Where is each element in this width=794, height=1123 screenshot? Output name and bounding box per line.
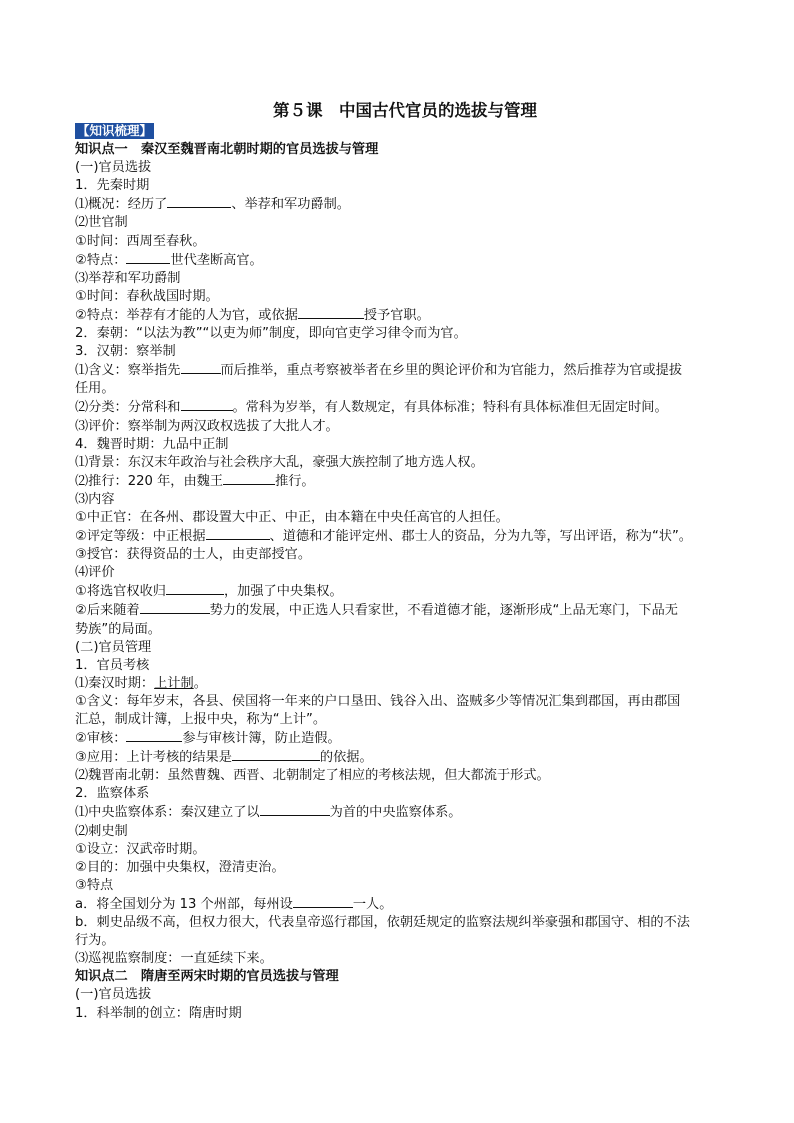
fill-blank [167,195,231,208]
fill-blank [260,803,330,816]
text-line [75,711,725,729]
text-line [75,950,725,968]
line-text: 知识点二 隋唐至两宋时期的官员选拔与管理 [75,969,339,985]
text-line [75,601,725,620]
fill-blank [166,582,224,595]
line-text-continued: 势力的发展，中正选人只看家世，不看道德才能，逐渐形成“上品无寒门，下品无 [209,603,678,619]
line-text: 行为。 [75,933,115,949]
text-line [75,361,725,380]
text-line [75,159,725,177]
fill-blank [126,729,182,742]
text-line [75,270,725,288]
line-text-continued: 。常科为岁举，有人数规定，有具体标准；特科有具体标准但无固定时间。 [232,400,668,416]
text-line [75,509,725,527]
line-text: 2．秦朝：“以法为教”“以吏为师”制度，即向官吏学习律令而为官。 [75,326,467,342]
text-line [75,436,725,454]
line-text: ⑴中央监察体系：秦汉建立了以 [75,805,260,821]
line-text: ②后来随着 [75,603,140,619]
text-line [75,675,725,693]
text-line [75,803,725,822]
line-text: 知识点一 秦汉至魏晋南北朝时期的官员选拔与管理 [75,142,379,158]
line-text: ①设立：汉武帝时期。 [75,841,206,857]
line-text: ⑴背景：东汉末年政治与社会秩序大乱，豪强大族控制了地方选人权。 [75,454,484,470]
text-line [75,693,725,711]
text-line [75,343,725,361]
text-line [75,748,725,767]
text-line [75,527,725,546]
line-text: 1．官员考核 [75,657,150,673]
text-line [75,639,725,657]
section-tag: 【知识梳理】 [77,123,153,138]
page-title: 第５课 中国古代官员的选拔与管理 [273,101,537,120]
text-line [75,1005,725,1023]
text-line [75,729,725,748]
line-text-continued: 。 [193,675,207,691]
line-text-continued: 推行。 [275,473,315,489]
fill-blank [181,398,233,411]
text-line [75,914,725,932]
line-text: 3．汉朝：察举制 [75,344,176,360]
section-tag-row [75,123,725,141]
text-line [75,177,725,195]
line-text: a．将全国划分为 13 个州部，每州设 [75,896,293,912]
line-text: (一)官员选拔 [75,987,152,1003]
line-text: ⑵刺史制 [75,823,128,839]
line-text: ⑴概况：经历了 [75,197,168,213]
knowledge-point-heading [75,141,725,159]
text-line [75,398,725,417]
text-line [75,582,725,601]
fill-blank [298,306,364,319]
document-content [75,99,725,1023]
line-text-continued: 为首的中央监察体系。 [329,805,462,821]
line-text: ⑶举荐和军功爵制 [75,270,181,286]
text-line [75,841,725,859]
text-line [75,767,725,785]
text-line [75,233,725,251]
line-text: 1．先秦时期 [75,178,150,194]
text-line [75,895,725,914]
line-text: (二)官员管理 [75,639,152,655]
line-text-continued: 一人。 [352,896,393,912]
text-line [75,306,725,325]
line-text: ③授官：获得资品的士人，由吏部授官。 [75,547,312,563]
line-text: ②审核： [75,731,127,747]
text-line [75,859,725,877]
line-text: 1．科举制的创立：隋唐时期 [75,1005,242,1021]
line-text: ②目的：加强中央集权，澄清吏治。 [75,859,285,875]
line-text-continued: 、举荐和军功爵制。 [231,197,350,213]
line-text-continued: 的依据。 [319,750,373,766]
line-text: 4．魏晋时期：九品中正制 [75,436,229,452]
line-text: ⑵分类：分常科和 [75,400,181,416]
line-text: ①时间：西周至春秋。 [75,233,206,249]
line-text: ⑶内容 [75,491,115,507]
line-text: ⑴含义：察举指先 [75,363,181,379]
line-text: 势族”的局面。 [75,621,161,637]
text-line [75,823,725,841]
text-line [75,564,725,582]
line-text: ⑶评价：察举制为两汉政权选拔了大批人才。 [75,418,339,434]
line-text-continued: ，加强了中央集权。 [223,584,343,600]
text-line [75,472,725,491]
line-text-continued: 授予官职。 [363,307,430,323]
text-line [75,877,725,895]
fill-blank [206,527,270,540]
fill-blank [223,472,275,485]
text-line [75,418,725,436]
line-text: ①时间：春秋战国时期。 [75,288,219,304]
line-text: ⑴秦汉时期： [75,675,155,691]
text-line [75,251,725,270]
text-line [75,546,725,564]
knowledge-point-heading [75,968,725,986]
text-line [75,785,725,803]
text-line [75,986,725,1004]
fill-blank [126,251,170,264]
text-line [75,195,725,214]
fill-blank [140,601,210,614]
text-line [75,214,725,232]
text-line [75,657,725,675]
line-text: ⑶巡视监察制度：一直延续下来。 [75,951,273,967]
line-text: ②评定等级：中正根据 [75,529,206,545]
line-text-continued: 、道德和才能评定州、郡士人的资品，分为九等，写出评语，称为“状”。 [269,529,692,545]
line-text-continued: 世代垄断高官。 [170,252,263,268]
line-text: (一)官员选拔 [75,160,152,176]
line-text: ①含义：每年岁末，各县、侯国将一年来的户口垦田、钱谷入出、盗贼多少等情况汇集到郡国，再由郡国 [75,693,681,709]
line-text: b．刺史品级不高，但权力很大，代表皇帝巡行郡国，依朝廷规定的监察法规纠举豪强和郡国守、相的不法 [75,915,690,931]
line-text: ②特点： [75,252,127,268]
text-line [75,491,725,509]
line-text: ①将选官权收归 [75,584,166,600]
text-lines [75,141,725,1023]
line-text-continued: 参与审核计簿，防止造假。 [182,731,341,747]
line-text: ⑵魏晋南北朝：虽然曹魏、西晋、北朝制定了相应的考核法规，但大都流于形式。 [75,768,550,784]
underlined-answer: 上计制 [154,675,194,691]
text-line [75,621,725,639]
line-text: ⑵世官制 [75,215,128,231]
text-line [75,932,725,950]
text-line [75,380,725,398]
line-text: ①中正官：在各州、郡设置大中正、中正，由本籍在中央任高官的人担任。 [75,509,509,525]
line-text: 任用。 [75,381,115,397]
line-text: ⑵推行：220 年，由魏王 [75,473,224,489]
fill-blank [181,361,221,374]
fill-blank [293,895,353,908]
text-line [75,454,725,472]
line-text: ②特点：举荐有才能的人为官，或依据 [75,307,298,323]
line-text: ⑷评价 [75,565,115,581]
line-text: 汇总，制成计簿，上报中央，称为“上计”。 [75,712,327,727]
text-line [75,325,725,343]
text-line [75,288,725,306]
line-text-continued: 而后推举，重点考察被举者在乡里的舆论评价和为官能力，然后推荐为官或提拔 [220,363,683,379]
fill-blank [232,748,320,761]
line-text: ③应用：上计考核的结果是 [75,750,232,766]
line-text: 2．监察体系 [75,786,150,802]
line-text: ③特点 [75,877,114,893]
